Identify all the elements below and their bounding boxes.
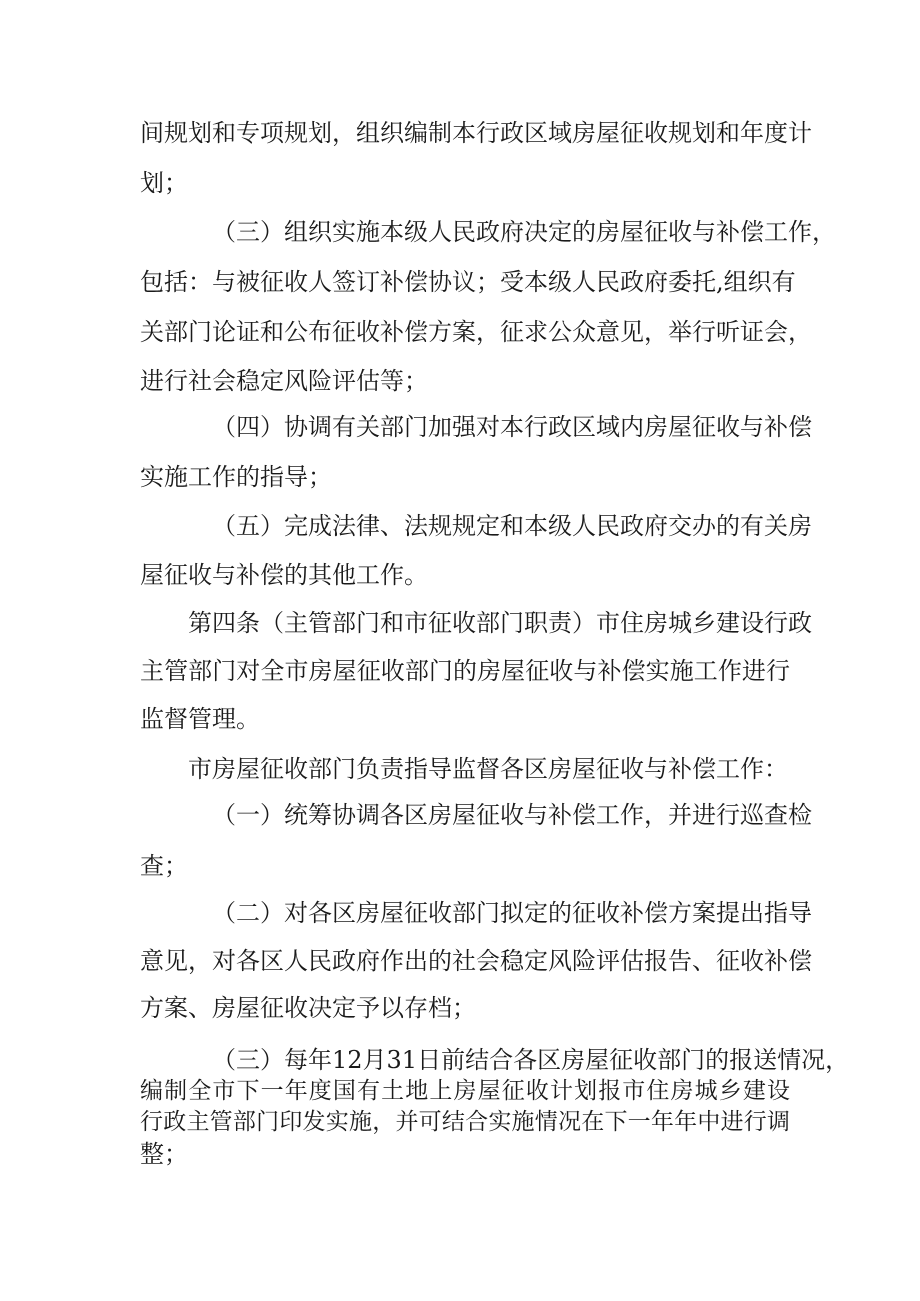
article-4-heading: 第四条（主管部门和市征收部门职责）市住房城乡建设行政: [188, 609, 812, 637]
paragraph-city-dept: 市房屋征收部门负责指导监督各区房屋征收与补偿工作：: [188, 755, 788, 783]
text-line: 进行社会稳定风险评估等；: [140, 367, 428, 395]
text-line: 间规划和专项规划，组织编制本行政区域房屋征收规划和年度计: [140, 119, 812, 147]
text-line: 编制全市下一年度国有土地上房屋征收计划报市住房城乡建设: [140, 1078, 790, 1104]
paragraph-item-3b: （三）每年12月31日前结合各区房屋征收部门的报送情况，: [212, 1046, 850, 1074]
text-line: 意见，对各区人民政府作出的社会稳定风险评估报告、征收补偿: [140, 947, 812, 975]
paragraph-item-4: （四）协调有关部门加强对本行政区域内房屋征收与补偿: [212, 413, 812, 441]
paragraph-item-2: （二）对各区房屋征收部门拟定的征收补偿方案提出指导: [212, 899, 812, 927]
text-line: 关部门论证和公布征收补偿方案，征求公众意见，举行听证会，: [140, 318, 812, 346]
paragraph-item-1: （一）统筹协调各区房屋征收与补偿工作，并进行巡查检: [212, 801, 812, 829]
text-line: 主管部门对全市房屋征收部门的房屋征收与补偿实施工作进行: [140, 657, 790, 685]
paragraph-item-3: （三）组织实施本级人民政府决定的房屋征收与补偿工作，: [212, 218, 836, 246]
text-line: 整；: [140, 1140, 188, 1168]
text-line: 行政主管部门印发实施，并可结合实施情况在下一年年中进行调: [140, 1109, 790, 1135]
paragraph-item-5: （五）完成法律、法规规定和本级人民政府交办的有关房: [212, 512, 812, 540]
text-line: 划；: [140, 169, 188, 197]
text-line: 查；: [140, 852, 188, 880]
text-line: 包括：与被征收人签订补偿协议；受本级人民政府委托,组织有: [140, 268, 796, 296]
text-line: 屋征收与补偿的其他工作。: [140, 561, 428, 589]
text-line: 监督管理。: [140, 705, 260, 733]
text-line: 方案、房屋征收决定予以存档；: [140, 994, 476, 1022]
text-line: 实施工作的指导；: [140, 463, 332, 491]
